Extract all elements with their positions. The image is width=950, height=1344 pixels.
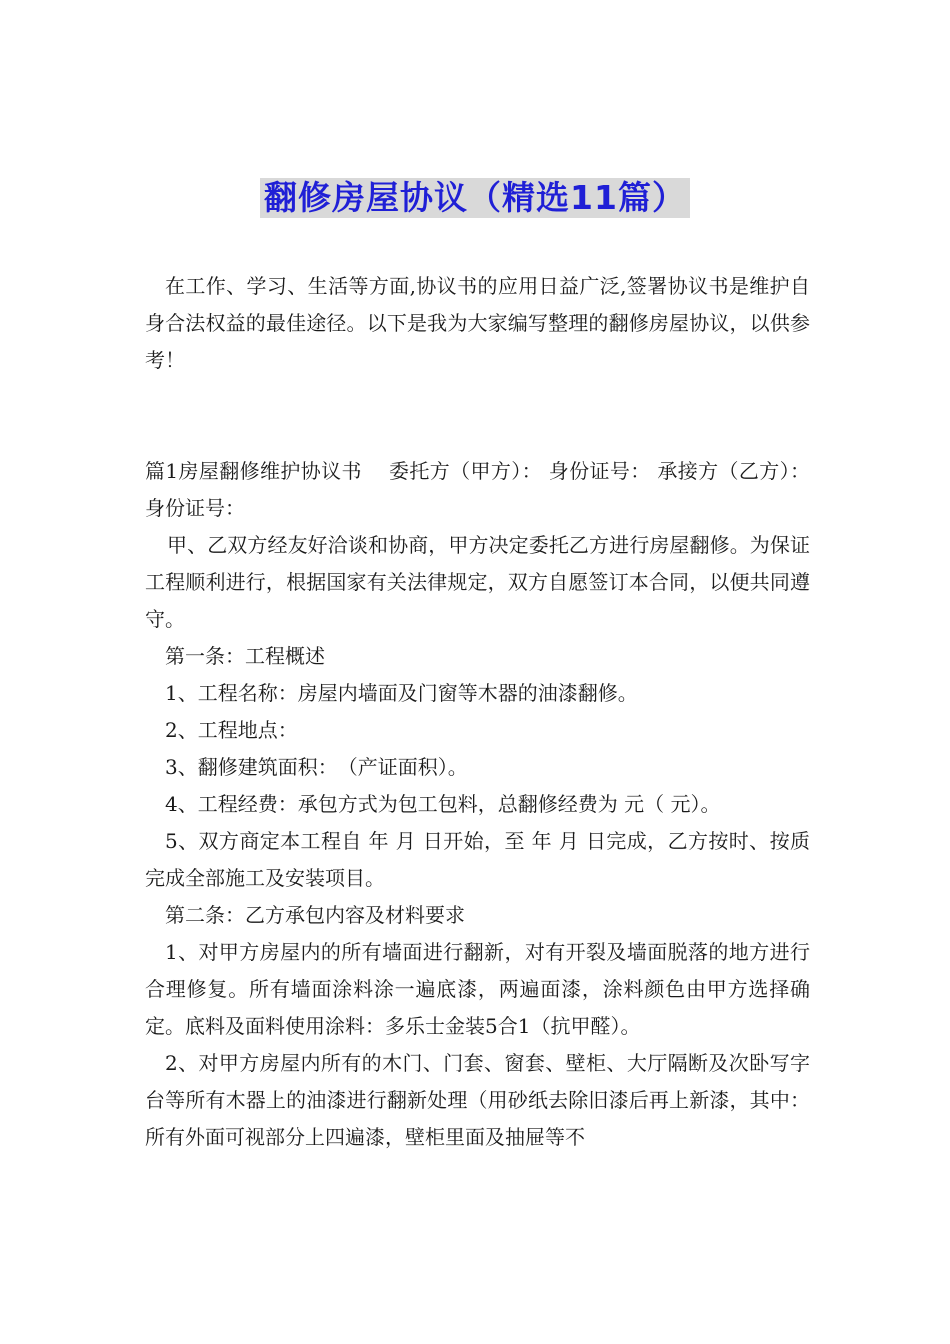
intro-paragraph: 在工作、学习、生活等方面,协议书的应用日益广泛,签署协议书是维护自身合法权益的最佳途径。以下是我为大家编写整理的翻修房屋协议，以供参考！ bbox=[145, 274, 810, 372]
article2-item: 2、对甲方房屋内所有的木门、门套、窗套、壁柜、大厅隔断及次卧写字台等所有木器上的油漆进行翻新处理（用砂纸去除旧漆后再上新漆，其中：所有外面可视部分上四遍漆，壁柜里面及抽屉等不 bbox=[145, 1051, 810, 1149]
preamble-paragraph: 甲、乙双方经友好洽谈和协商，甲方决定委托乙方进行房屋翻修。为保证工程顺利进行，根据国家有关法律规定，双方自愿签订本合同，以便共同遵守。 bbox=[145, 533, 810, 631]
article1-title: 第一条：工程概述 bbox=[165, 644, 325, 668]
article1-item: 4、工程经费：承包方式为包工包料，总翻修经费为 元（ 元）。 bbox=[165, 792, 721, 816]
section-header: 篇1房屋翻修维护协议书 委托方（甲方）： 身份证号： 承接方（乙方）： 身份证号： bbox=[145, 459, 810, 520]
article2-item: 1、对甲方房屋内的所有墙面进行翻新，对有开裂及墙面脱落的地方进行合理修复。所有墙面涂料涂一遍底漆，两遍面漆，涂料颜色由甲方选择确定。底料及面料使用涂料：多乐士金装5合1（抗甲醛）。 bbox=[145, 940, 810, 1038]
article1-item: 5、双方商定本工程自 年 月 日开始，至 年 月 日完成，乙方按时、按质完成全部施工及安装项目。 bbox=[145, 829, 810, 890]
article1-item: 2、工程地点： bbox=[165, 718, 298, 742]
article2-title: 第二条：乙方承包内容及材料要求 bbox=[165, 903, 465, 927]
article1-item: 1、工程名称：房屋内墙面及门窗等木器的油漆翻修。 bbox=[165, 681, 638, 705]
document-body bbox=[145, 268, 810, 1156]
spacer bbox=[145, 379, 810, 453]
document-title: 翻修房屋协议（精选11篇） bbox=[260, 178, 690, 218]
article1-item: 3、翻修建筑面积： （产证面积）。 bbox=[165, 755, 468, 779]
title-container bbox=[0, 178, 950, 218]
